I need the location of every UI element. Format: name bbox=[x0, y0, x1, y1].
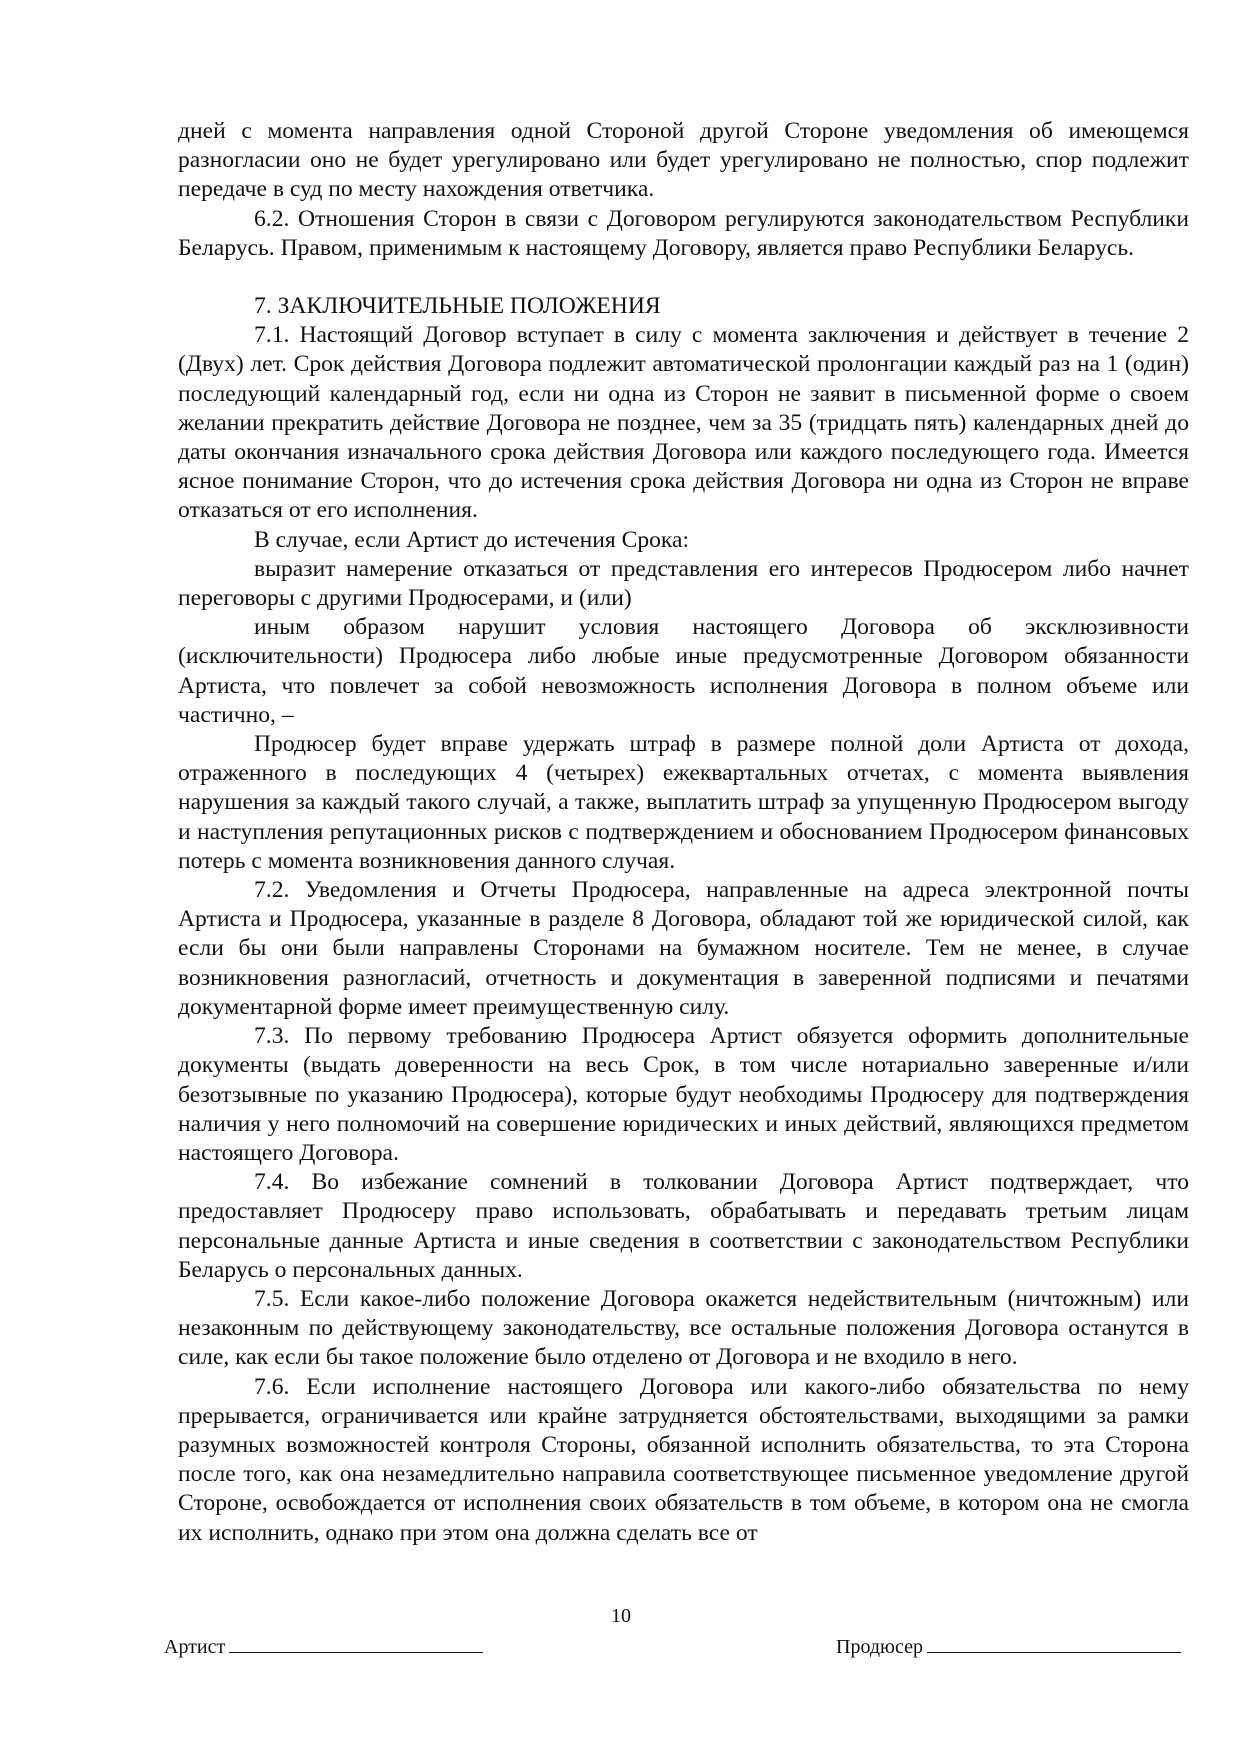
clause-7-2: 7.2. Уведомления и Отчеты Продюсера, направленные на адреса электронной почты Артиста и Продюсера, указанные в разделе 8 Договора, обладают той же юридической силой, как если бы они были направлены Сторонами на бумажном носителе. Тем не менее, в случае возникновения разногласий, отчетность и документация в заверенной подписями и печатями документарной форме имеет преимущественную силу. bbox=[178, 877, 1189, 1020]
artist-label: Артист bbox=[164, 1636, 226, 1658]
clause-7-6: 7.6. Если исполнение настоящего Договора или какого-либо обязательства по нему прерывается, ограничивается или крайне затрудняется обстоятельствами, выходящими за рамки разумных возможностей контроля Стороны, обязанной исполнить обязательства, то эта Сторона после того, как она незамедлительно направила соответствующее письменное уведомление другой Стороне, освобождается от исполнения своих обязательств в том объеме, в котором она не смогла их исполнить, однако при этом она должна сделать все от bbox=[178, 1373, 1189, 1546]
paragraph-continuation: дней с момента направления одной Стороной другой Стороне уведомления об имеющемся разногласии оно не будет урегулировано или будет урегулировано не полностью, спор подлежит передаче в суд по месту нахождения ответчика. bbox=[178, 118, 1189, 203]
clause-7-1: 7.1. Настоящий Договор вступает в силу с момента заключения и действует в течение 2 (Двух) лет. Срок действия Договора подлежит автоматической пролонгации каждый раз на 1 (один) последующий календарный год, если ни одна из Сторон не заявит в письменной форме о своем желании прекратить действие Договора не позднее, чем за 35 (тридцать пять) календарных дней до даты окончания изначального срока действия Договора или каждого последующего года. Имеется ясное понимание Сторон, что до истечения срока действия Договора ни одна из Сторон не вправе отказаться от его исполнения. bbox=[178, 322, 1189, 524]
section-7-heading: 7. ЗАКЛЮЧИТЕЛЬНЫЕ ПОЛОЖЕНИЯ bbox=[254, 293, 661, 320]
clause-7-1-case: В случае, если Артист до истечения Срока: bbox=[254, 526, 690, 553]
clause-7-3: 7.3. По первому требованию Продюсера Артист обязуется оформить дополнительные документы (выдать доверенности на весь Срок, в том числе нотариально заверенные и/или безотзывные по указанию Продюсера), которые будут необходимы Продюсеру для подтверждения наличия у него полномочий на совершение юридических и иных действий, являющихся предметом настоящего Договора. bbox=[178, 1023, 1189, 1166]
clause-7-1-item-1: выразит намерение отказаться от представления его интересов Продюсером либо начнет переговоры с другими Продюсерами, и (или) bbox=[178, 555, 1189, 612]
clause-6-2: 6.2. Отношения Сторон в связи с Договором регулируются законодательством Республики Беларусь. Правом, применимым к настоящему Договору, является право Республики Беларусь. bbox=[178, 205, 1189, 261]
producer-signature-block bbox=[836, 1636, 1181, 1659]
document-body bbox=[178, 117, 1189, 1548]
clause-7-1-item-2: иным образом нарушит условия настоящего Договора об эксклюзивности (исключительности) Продюсера либо любые иные предусмотренные Договором обязанности Артиста, что повлечет за собой невозможность исполнения Договора в полном объеме или частично, – bbox=[178, 614, 1189, 728]
producer-label: Продюсер bbox=[836, 1636, 923, 1658]
clause-7-5: 7.5. Если какое-либо положение Договора окажется недействительным (ничтожным) или незаконным по действующему законодательству, все остальные положения Договора останутся в силе, как если бы такое положение было отделено от Договора и не входило в него. bbox=[178, 1285, 1189, 1371]
clause-7-4: 7.4. Во избежание сомнений в толковании Договора Артист подтверждает, что предоставляет Продюсеру право использовать, обрабатывать и передавать третьим лицам персональные данные Артиста и иные сведения в соответствии с законодательством Республики Беларусь о персональных данных. bbox=[178, 1169, 1189, 1283]
section-gap bbox=[178, 263, 1189, 292]
artist-signature-line bbox=[229, 1636, 483, 1653]
page-number: 10 bbox=[611, 1605, 631, 1627]
artist-signature-block bbox=[164, 1636, 483, 1659]
producer-signature-line bbox=[927, 1636, 1181, 1653]
clause-7-1-penalty: Продюсер будет вправе удержать штраф в размере полной доли Артиста от дохода, отраженного в последующих 4 (четырех) ежеквартальных отчетах, с момента выявления нарушения за каждый такого случай, а также, выплатить штраф за упущенную Продюсером выгоду и наступления репутационных рисков с подтверждением и обоснованием Продюсером финансовых потерь с момента возникновения данного случая. bbox=[178, 731, 1189, 874]
